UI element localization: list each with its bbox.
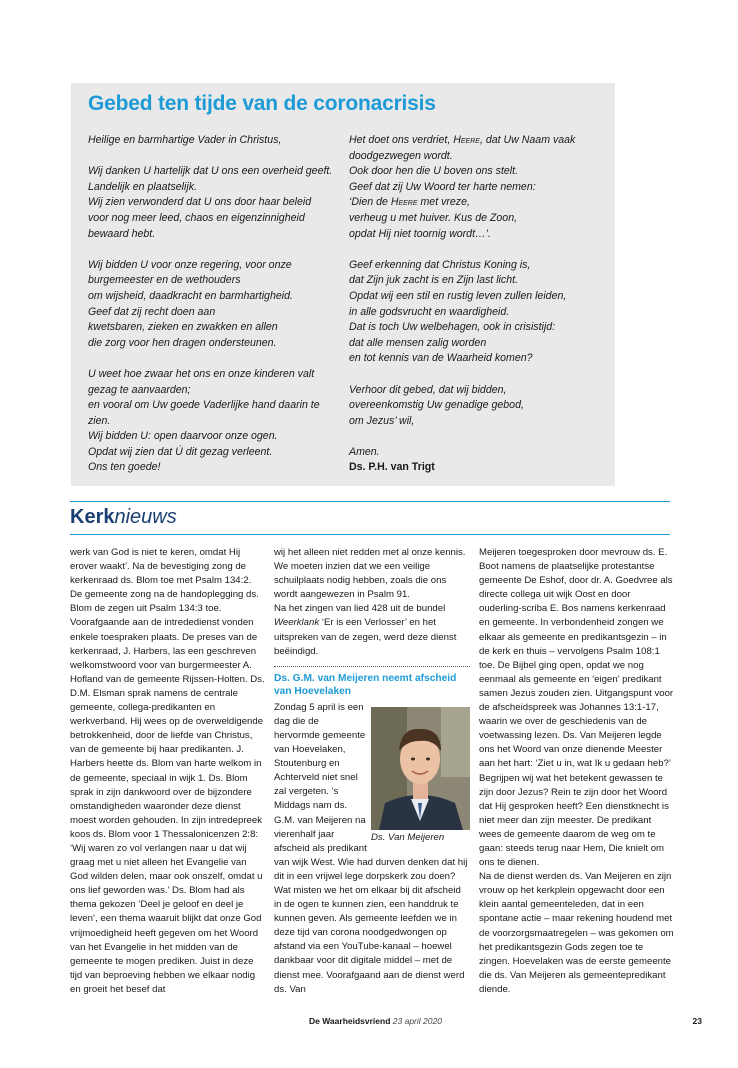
article-text: Meijeren toegesproken door mevrouw ds. E. Boot namens de plaatselijke protestantse gemeente De Eshof, door dr. A. Goedvree als directe collega uit wijk Oost en door ouderling-scriba E. Bos namens kerkenraad en gemeente. In verbondenheid zongen we elkaar als gemeente en predikantsgezin – in de kerk en thuis – vervolgens Psalm 108:1 toe. De Bijbel ging open, opdat we nog eenmaal als gemeente en ‘eigen’ predikant samen Jezus zouden zien. Uitgangspunt voor de afscheidspreek was Johannes 13:1-17, waarin we over de geschiedenis van de voetwassing lezen. Ds. Van Meijeren legde ons het Woord van onze dienende Meester aan het hart: ‘Ziet u in, wat Ik u gedaan heb?’ Begrijpen wij wat het betekent gewassen te zijn door Jezus? Rein te zijn door het Woord dat Hij gesproken heeft? Een dienstknecht is niet meer dan zijn meester. De predikant wees de gemeente daarom de weg om te gaan: steeds terug naar Hem, Die knielt om ons te dienen. bbox=[479, 547, 674, 869]
section-heading: Kerknieuws bbox=[70, 506, 177, 528]
article-column-1 bbox=[70, 546, 266, 997]
small-caps-word: Heere bbox=[453, 134, 480, 146]
portrait-photo bbox=[371, 707, 470, 830]
article-text: Na het zingen van lied 428 uit de bundel Weerklank ‘Er is een Verlosser’ en het uitspreken van de zegen, werd deze dienst beëindigd. bbox=[274, 603, 457, 657]
section-rule-bottom bbox=[70, 534, 670, 535]
prayer-paragraph: Wij bidden U voor onze regering, voor onze burgemeester en de wethouders om wijsheid, daadkracht en barmhartigheid. Geef dat zij recht doen aan kwetsbaren, zieken en zwakken en allen die zorg voor hen dragen ondersteunen. bbox=[88, 258, 293, 349]
article-column-3 bbox=[479, 546, 675, 997]
portrait-figure bbox=[371, 707, 470, 845]
photo-caption: Ds. Van Meijeren bbox=[371, 831, 445, 843]
prayer-paragraph: Verhoor dit gebed, dat wij bidden, overeenkomstig Uw genadige gebod, om Jezus’ wil, bbox=[349, 383, 524, 427]
article-column-2 bbox=[274, 546, 470, 997]
article-text: wij het alleen niet redden met al onze kennis. We moeten inzien dat we een veilige schuilplaats nodig hebben, zoals die ons wordt aangewezen in Psalm 91. bbox=[274, 547, 466, 601]
prayer-paragraph: Wij danken U hartelijk dat U ons een overheid geeft. Landelijk en plaatselijk. Wij zien verwonderd dat U ons door haar beleid voor nog meer leed, chaos en eigenzinnigheid bewaard hebt. bbox=[88, 165, 333, 240]
small-caps-word: Heere bbox=[390, 196, 418, 209]
prayer-paragraph: U weet hoe zwaar het ons en onze kinderen valt gezag te aanvaarden; en vooral om Uw goede Vaderlijke hand daarin te zien. Wij bidden U: open daarvoor onze ogen. Opdat wij zien dat Ú dit gezag verleent. Ons ten goede! bbox=[88, 367, 320, 474]
footer-magazine: De Waarheidsvriend 23 april 2020 bbox=[309, 1016, 442, 1026]
article-text: werk van God is niet te keren, omdat Hij erover waakt’. Na de bevestiging zong de kerkenraad ds. Blom toe met Psalm 134:2. De gemeente zong na de handoplegging ds. Blom de zegen uit Psalm 134:3 toe. Voorafgaande aan de intrededienst vonden enkele toespraken plaats. De preses van de kerkenraad, J. Harbers, las een geschreven welkomstwoord voor van burgermeester A. Hofland van de gemeente Rijssen-Holten. Ds. D.M. Elsman sprak namens de centrale gemeente, collega-predikanten en werkverband. Hij wees op de overweldigende betrokkenheid, door de liefde van Christus, van de gemeente bij haar predikanten. J. Harbers heette ds. Blom van harte welkom in de gemeente, speciaal in wijk 1. Ds. Blom sprak in zijn dankwoord over de bijzondere omstandigheden waaronder deze dienst moest worden gehouden. In zijn intredepreek koos ds. Blom voor 1 Thessalonicenzen 2:8: ‘Wij waren zo vol verlangen naar u dat wij graag met u niet alleen het Evangelie van God wilden delen, maar ook onszelf, omdat u ons lief geworden was.’ Ds. Blom had als thema gekozen ‘Deel je geloof en deel je leven’, een thema waaruit blijkt dat onze God vrijmoedigheid heeft gegeven om het Woord van het Evangelie in het midden van de gemeente te mogen prediken. Juist in deze tijd van beproeving hebben we elkaar nodig en groeit het besef dat bbox=[70, 547, 265, 995]
prayer-paragraph: Heilige en barmhartige Vader in Christus, bbox=[88, 134, 282, 146]
prayer-signature: Ds. P.H. van Trigt bbox=[349, 461, 435, 474]
page-number: 23 bbox=[692, 1016, 702, 1026]
prayer-column-left bbox=[88, 133, 346, 492]
prayer-column-right bbox=[349, 133, 607, 476]
section-rule-top bbox=[70, 501, 670, 502]
prayer-paragraph: Het doet ons verdriet, Heere, dat Uw Naam vaak doodgezwegen wordt. Ook door hen die U boven ons stelt. Geef dat zij Uw Woord ter harte nemen: ‘Dien de Heere met vreze, verheug u met huiver. Kus de Zoon, opdat Hij niet toornig wordt…’. bbox=[349, 134, 576, 240]
article-text: Zondag 5 april is een dag die de hervormde gemeente van Hoevelaken, Stoutenburg en Achterveld niet snel zal vergeten. ’s Middags nam ds. G.M. van Meijeren na vierenhalf jaar afscheid als predikant van wijk West. Wie had durven denken dat hij dit in een vrijwel lege dorpskerk zou doen? Wat misten we het om elkaar bij dit afscheid in de ogen te kunnen zien, een handdruk te kunnen geven. Als gemeente leefden we in deze tijd van corona noodgedwongen op afstand via een YouTube-kanaal – hoewel dankbaar voor dit digitale middel – met de dienst mee. Voorafgaand aan de dienst werd ds. Van bbox=[274, 701, 468, 995]
prayer-paragraph: Amen. Ds. P.H. van Trigt bbox=[349, 445, 435, 474]
prayer-paragraph: Geef erkenning dat Christus Koning is, dat Zijn juk zacht is en Zijn last licht. Opdat wij een stil en rustig leven zullen leiden, in alle godsvrucht en waardigheid. Dat is toch Uw welbehagen, ook in crisistijd: dat alle mensen zalig worden en tot kennis van de Waarheid komen? bbox=[349, 258, 567, 365]
article-text: Na de dienst werden ds. Van Meijeren en zijn vrouw op het kerkplein opgewacht door een klein aantal gemeenteleden, dat in een spontane actie – maar rekening houdend met de voorzorgsmaatregelen – was gekomen om het predikantsgezin Gods zegen toe te zingen. Hoevelaken was de eerste gemeente die ds. Van Meijeren als gemeentepredikant diende. bbox=[479, 871, 674, 995]
article-subheading: Ds. G.M. van Meijeren neemt afscheid van Hoevelaken bbox=[274, 672, 457, 697]
prayer-title: Gebed ten tijde van de coronacrisis bbox=[88, 92, 436, 115]
dotted-divider bbox=[274, 666, 470, 667]
